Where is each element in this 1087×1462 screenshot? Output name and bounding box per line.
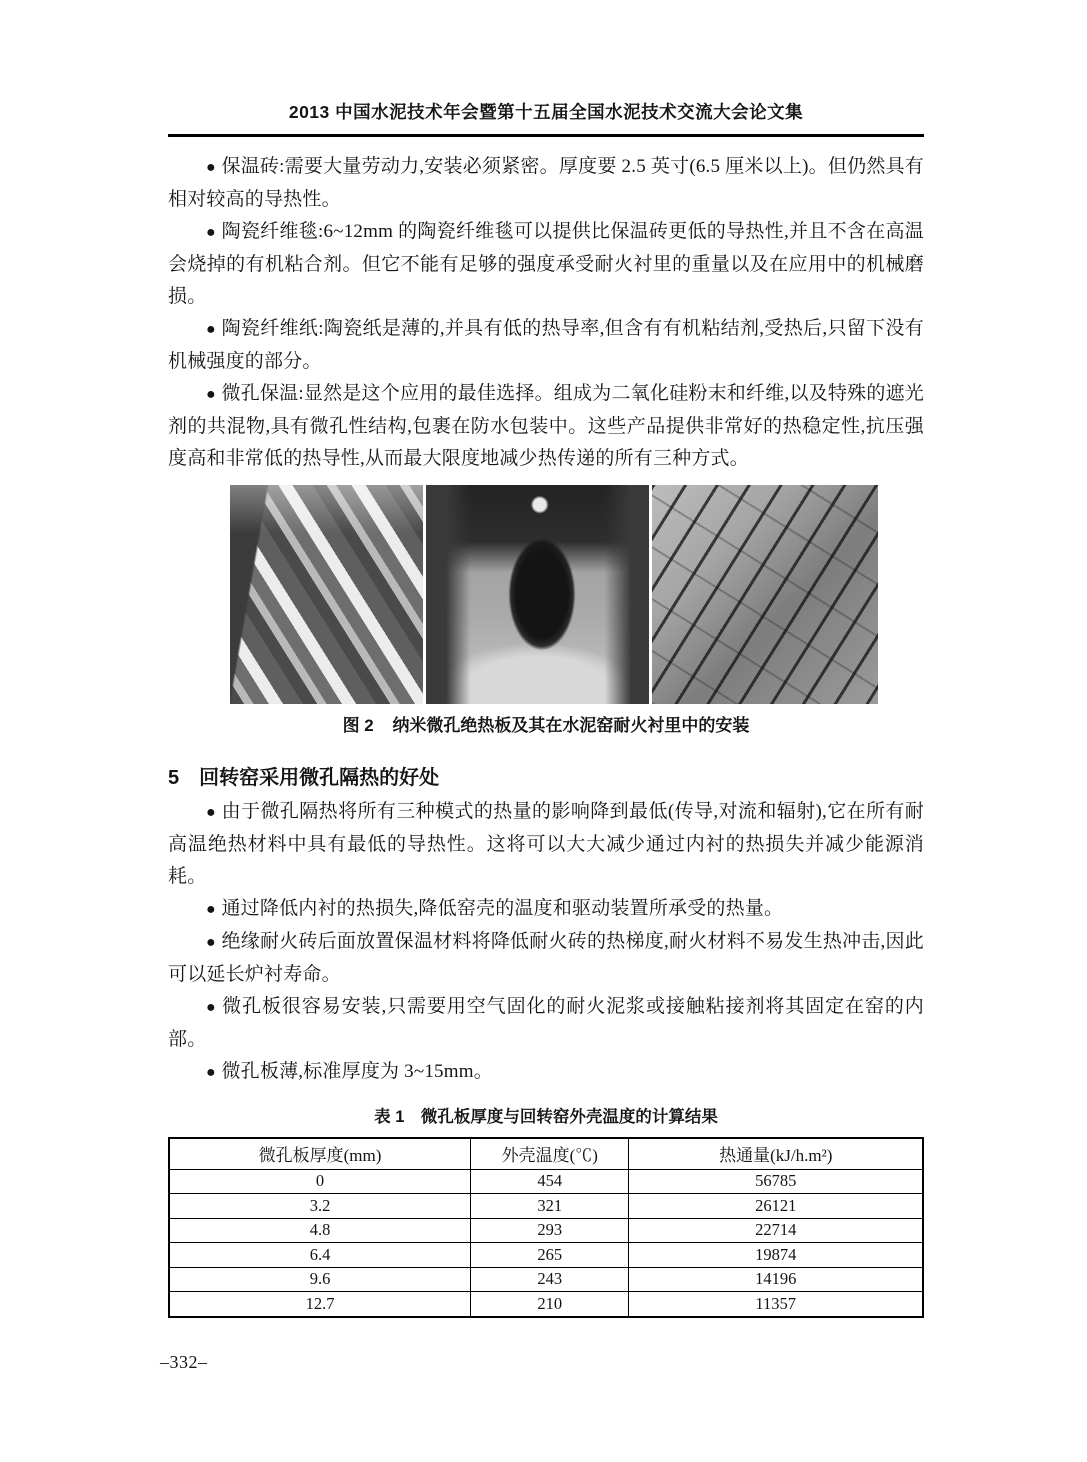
paragraph-text: 由于微孔隔热将所有三种模式的热量的影响降到最低(传导,对流和辐射),它在所有耐高温绝热材料中具有最低的导热性。这将可以大大减少通过内衬的热损失并减少能源消耗。: [168, 800, 924, 887]
paragraph-text: 保温砖:需要大量劳动力,安装必须紧密。厚度要 2.5 英寸(6.5 厘米以上)。但仍然具有相对较高的导热性。: [168, 155, 924, 210]
figure-2-photos: [230, 485, 882, 704]
cell-heat-flux: 26121: [629, 1194, 923, 1219]
bullet-icon: ●: [206, 1063, 216, 1081]
cell-shell-temperature: 293: [471, 1218, 629, 1243]
paragraph-text: 绝缘耐火砖后面放置保温材料将降低耐火砖的热梯度,耐火材料不易发生热冲击,因此可以延长炉衬寿命。: [168, 930, 924, 985]
cell-heat-flux: 14196: [629, 1267, 923, 1292]
bullet-paragraph-thermal-gradient: [168, 926, 924, 991]
section-5-heading: [168, 764, 924, 792]
figure-photo-brick-lining: [652, 485, 878, 704]
table-row: [169, 1267, 923, 1292]
table-row: [169, 1218, 923, 1243]
cell-heat-flux: 11357: [629, 1292, 923, 1317]
page-content: [160, 0, 924, 1373]
cell-heat-flux: 56785: [629, 1169, 923, 1194]
cell-shell-temperature: 210: [471, 1292, 629, 1317]
column-header-heat-flux: 热通量(kJ/h.m²): [629, 1138, 923, 1170]
bullet-paragraph-shell-temperature: [168, 893, 924, 926]
paragraph-text: 陶瓷纤维纸:陶瓷纸是薄的,并具有低的热导率,但含有有机粘结剂,受热后,只留下没有机械强度的部分。: [168, 317, 924, 372]
table-row: [169, 1243, 923, 1268]
cell-thickness: 12.7: [169, 1292, 471, 1317]
section-number: 5: [168, 766, 180, 789]
table-row: [169, 1169, 923, 1194]
table-1-title: [168, 1105, 924, 1129]
cell-shell-temperature: 243: [471, 1267, 629, 1292]
bullet-icon: ●: [206, 320, 216, 338]
paragraph-text: 陶瓷纤维毯:6~12mm 的陶瓷纤维毯可以提供比保温砖更低的导热性,并且不含在高温会烧掉的有机粘合剂。但它不能有足够的强度承受耐火衬里的重量以及在应用中的机械磨损。: [168, 220, 924, 307]
cell-thickness: 4.8: [169, 1218, 471, 1243]
cell-shell-temperature: 454: [471, 1169, 629, 1194]
cell-thickness: 6.4: [169, 1243, 471, 1268]
table-label: 表 1: [374, 1107, 405, 1126]
figure-caption-text: 纳米微孔绝热板及其在水泥窑耐火衬里中的安装: [392, 715, 750, 735]
bullet-icon: ●: [206, 223, 216, 241]
table-title-text: 微孔板厚度与回转窑外壳温度的计算结果: [420, 1107, 718, 1126]
table-1: [168, 1137, 924, 1318]
paragraph-text: 微孔保温:显然是这个应用的最佳选择。组成为二氧化硅粉末和纤维,以及特殊的遮光剂的共混物,具有微孔性结构,包裹在防水包装中。这些产品提供非常好的热稳定性,抗压强度高和非常低的热导性,从而最大限度地减少热传递的所有三种方式。: [168, 382, 924, 469]
column-header-thickness: 微孔板厚度(mm): [169, 1138, 471, 1170]
figure-label: 图 2: [342, 715, 374, 735]
bullet-icon: ●: [206, 158, 216, 176]
table-row: [169, 1194, 923, 1219]
paragraph-text: 通过降低内衬的热损失,降低窑壳的温度和驱动装置所承受的热量。: [221, 897, 784, 919]
figure-2-caption: [168, 714, 924, 738]
bullet-icon: ●: [206, 998, 217, 1016]
cell-shell-temperature: 265: [471, 1243, 629, 1268]
paragraph-text: 微孔板很容易安装,只需要用空气固化的耐火泥浆或接触粘接剂将其固定在窑的内部。: [168, 995, 924, 1050]
paragraph-text: 微孔板薄,标准厚度为 3~15mm。: [221, 1060, 493, 1082]
cell-heat-flux: 22714: [629, 1218, 923, 1243]
header-rule: [168, 134, 924, 137]
bullet-paragraph-ceramic-fiber-blanket: [168, 216, 924, 313]
bullet-paragraph-ceramic-fiber-paper: [168, 313, 924, 378]
section-title: 回转窑采用微孔隔热的好处: [199, 766, 440, 789]
bullet-icon: ●: [206, 385, 216, 403]
table-header-row: [169, 1138, 923, 1170]
bullet-icon: ●: [206, 933, 216, 951]
cell-heat-flux: 19874: [629, 1243, 923, 1268]
journal-header-text: 2013 中国水泥技术年会暨第十五届全国水泥技术交流大会论文集: [288, 102, 804, 122]
bullet-icon: ●: [206, 803, 217, 821]
bullet-paragraph-insulating-brick: [168, 151, 924, 216]
page-number: –332–: [160, 1351, 208, 1372]
table-row: [169, 1292, 923, 1317]
figure-photo-microporous-boards: [230, 485, 423, 704]
bullet-icon: ●: [206, 900, 216, 918]
figure-photo-kiln-interior-installation: [426, 485, 649, 704]
cell-thickness: 0: [169, 1169, 471, 1194]
bullet-paragraph-thin-boards: [168, 1056, 924, 1089]
bullet-paragraph-lowest-conductivity: [168, 796, 924, 893]
bullet-paragraph-microporous-insulation: [168, 378, 924, 475]
column-header-shell-temperature: 外壳温度(℃): [471, 1138, 629, 1170]
journal-header: [168, 0, 924, 124]
cell-thickness: 9.6: [169, 1267, 471, 1292]
cell-shell-temperature: 321: [471, 1194, 629, 1219]
bullet-paragraph-easy-installation: [168, 991, 924, 1056]
cell-thickness: 3.2: [169, 1194, 471, 1219]
